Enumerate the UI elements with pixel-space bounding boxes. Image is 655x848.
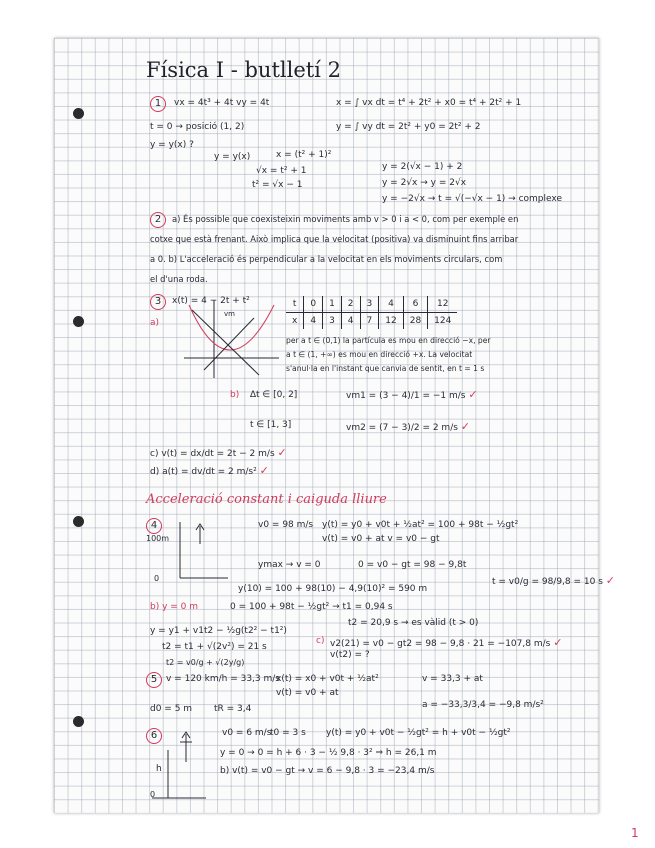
p3-vm1: vm1 = (3 − 4)/1 = −1 m/s ✓ [346,388,478,401]
p4-v-equation: v(t) = v0 + at v = v0 − gt [322,534,440,544]
p3-interval-1: ∆t ∈ [0, 2] [250,390,298,400]
p1-result3: y = −2√x → t = √(−√x − 1) → complexe [382,194,562,204]
p3-d: d) a(t) = dv/dt = 2 m/s² ✓ [150,464,269,477]
p3-vm-label: vm [224,310,235,318]
table-cell: 124 [434,316,452,326]
table-head-cell: t [286,296,304,313]
p6-y-equation: y(t) = y0 + v0t − ½gt² = h + v0t − ½gt² [326,728,511,738]
p1-yx: y = y(x) [214,152,251,162]
table-cell: 4 [341,313,360,330]
p3-note-2: a t ∈ (1, +∞) es mou en direcció +x. La velocitat [286,350,473,359]
binder-hole [73,716,84,727]
table-head-cell: 2 [341,296,360,313]
p3-note-1: per a t ∈ (0,1) la partícula es mou en direcció −x, per [286,336,491,345]
p3-label-b: b) [230,390,240,400]
p4-v-calc: 0 = v0 − gt = 98 − 9,8t [358,560,467,570]
p5-v-end: v = 33,3 + at [422,674,483,684]
table-cell: 12 [379,313,403,330]
problem-6-number: 6 [146,728,162,744]
table-head-cell: 3 [360,296,379,313]
p6-zero: 0 [150,790,156,799]
table-head-cell: 6 [403,296,427,313]
p4-y10: y(10) = 100 + 98(10) − 4,9(10)² = 590 m [238,584,428,594]
table-head-cell: 4 [379,296,403,313]
p3-interval-2: t ∈ [1, 3] [250,420,292,430]
section-heading: Acceleració constant i caiguda lliure [146,492,387,507]
problem-4-number: 4 [146,518,162,534]
problem-3-number: 3 [150,294,166,310]
p3-value-table [286,296,457,329]
table-cell: 7 [360,313,379,330]
p4-y-equation: y(t) = y0 + v0t + ½at² = 100 + 98t − ½gt² [322,520,519,530]
p3-label-a: a) [150,318,160,328]
problem-1-number: 1 [150,96,166,112]
p3-c: c) v(t) = dx/dt = 2t − 2 m/s ✓ [150,446,287,459]
table-cell: 4 [304,313,323,330]
binder-hole [73,516,84,527]
p4-c-equation: v2(21) = v0 − gt2 = 98 − 9,8 · 21 = −107,8 m/s ✓ [330,636,563,649]
p1-y-equation: y = ∫ vy dt = 2t² + y0 = 2t² + 2 [336,122,481,132]
notebook-page [54,38,639,840]
p4-c-label: c) [316,636,325,646]
table-cell: 28 [403,313,427,330]
p6-b: b) v(t) = v0 − gt → v = 6 − 9,8 · 3 = −23,4 m/s [220,766,435,776]
p2-line-1: a) És possible que coexisteixin moviments amb v > 0 i a < 0, com per exemple en [172,214,519,224]
p3-note-3: s'anul·la en l'instant que canvia de sentit, en t = 1 s [286,364,485,373]
table-cell: 3 [323,313,342,330]
p1-velocities: vx = 4t³ + 4t vy = 4t [174,98,270,108]
p4-axis-zero: 0 [154,574,160,583]
table-cell: x [286,313,304,330]
binder-hole [73,108,84,119]
p3-vm2: vm2 = (7 − 3)/2 = 2 m/s ✓ [346,420,471,433]
p6-y0: y = 0 → 0 = h + 6 · 3 − ½ 9,8 · 3² ⇒ h = 26,1 m [220,748,437,758]
p5-v-equation: v(t) = v0 + at [276,688,339,698]
page-title: Física I - butlletí 2 [146,58,341,82]
p4-t-result: t = v0/g = 98/9,8 = 10 s ✓ [492,574,616,587]
p5-a-result: a = −33,3/3,4 = −9,8 m/s² [422,700,544,710]
p1-result1: y = 2(√x − 1) + 2 [382,162,463,172]
p4-v-t2: v(t2) = ? [330,650,370,660]
binder-hole [73,316,84,327]
table-head-cell: 12 [428,296,458,313]
p4-b-alt: y = y1 + v1t2 − ½g(t2² − t1²) [150,626,287,636]
p2-line-2: cotxe que està frenant. Això implica que la velocitat (positiva) va disminuint fins arribar [150,234,519,244]
p4-t2-sub: t2 = v0/g + √(2y/g) [166,658,245,667]
p3-equation: x(t) = 4 − 2t + t² [172,296,250,306]
p1-question: y = y(x) ? [150,140,194,150]
p4-b-label: b) y = 0 m [150,602,199,612]
page-number: 1 [631,826,639,840]
p4-t2-eq: t2 = t1 + √(2v²) = 21 s [162,642,267,652]
p6-v0: v0 = 6 m/s [222,728,272,738]
p4-axis-label: 100m [146,534,170,543]
p4-v0: v0 = 98 m/s [258,520,314,530]
p1-sqrt2: t² = √x − 1 [252,180,303,190]
p5-v0: v = 120 km/h = 33,3 m/s [166,674,280,684]
p6-h-label: h [156,764,162,774]
p4-ymax: ymax → v = 0 [258,560,321,570]
p4-b-equation: 0 = 100 + 98t − ½gt² → t1 = 0,94 s [230,602,393,612]
p6-t0: t0 = 3 s [270,728,306,738]
p4-b-t2: t2 = 20,9 s → es vàlid (t > 0) [348,618,479,628]
p5-tr: tR = 3,4 [214,704,252,714]
p1-initial: t = 0 → posició (1, 2) [150,122,245,132]
p1-sqrt1: √x = t² + 1 [256,166,307,176]
problem-2-number: 2 [150,212,166,228]
table-head-cell: 0 [304,296,323,313]
p1-x-sub: x = (t² + 1)² [276,150,332,160]
problem-5-number: 5 [146,672,162,688]
p5-x-equation: x(t) = x0 + v0t + ½at² [276,674,379,684]
p2-line-4: el d'una roda. [150,274,208,284]
p1-result2: y = 2√x → y = 2√x [382,178,467,188]
p4-sketch [170,522,230,582]
p5-d0: d0 = 5 m [150,704,193,714]
p2-line-3: a 0. b) L'acceleració és perpendicular a la velocitat en els moviments circulars, com [150,254,503,264]
p1-x-equation: x = ∫ vx dt = t⁴ + 2t² + x0 = t⁴ + 2t² + 1 [336,98,522,108]
table-head-cell: 1 [323,296,342,313]
